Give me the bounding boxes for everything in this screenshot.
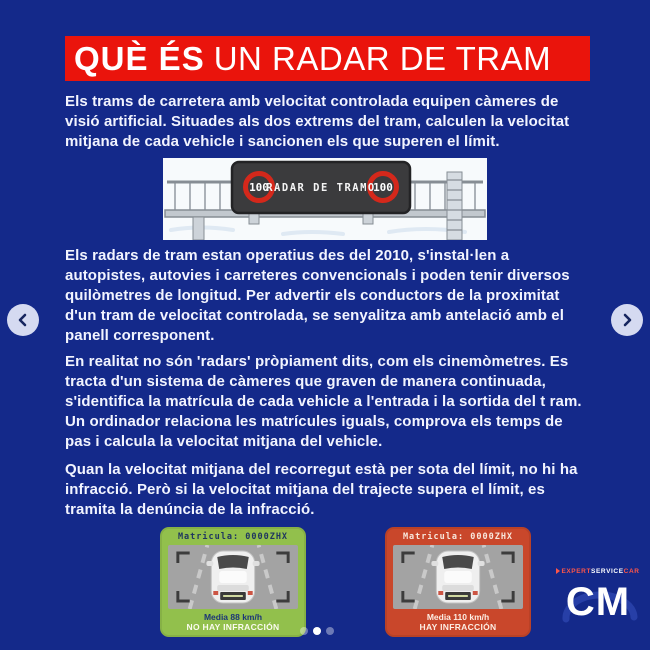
infraction-verdict-label: NO HAY INFRACCIÓN — [186, 622, 280, 632]
brand-mark-icon — [556, 568, 560, 574]
brand-tagline-left: EXPERT — [561, 568, 592, 575]
capture-card-no-infraction — [160, 527, 306, 637]
average-speed-label: Media 88 km/h — [203, 612, 263, 622]
pagination-dot-active[interactable] — [313, 627, 321, 635]
paragraph-how-it-works: En realitat no són 'radars' pròpiament dits, com els cinemòmetres. Es tracta d'un sistema de càmeres que graven de manera continuada, s'identifica la matrícula de cada vehicle a l'entrada i la sortida del t ram. Un ordinador relaciona les matrícules iguals, comprova els temps de pas i calcula la velocitat mitjana del vehicle. — [65, 353, 582, 450]
title-banner — [65, 36, 590, 81]
pagination-dots — [300, 627, 334, 635]
paragraph-infraction: Quan la velocitat mitjana del recorregut està per sota del límit, no hi ha infracció. Però si la velocitat mitjana del trajecte supera el límit, es tramita la denúncia de la infracció. — [65, 461, 578, 518]
plate-readout: Matricula: 0000ZHX — [177, 532, 289, 542]
vehicle-photo-drawing — [393, 545, 523, 609]
speed-limit-right-value: 100 — [373, 181, 393, 194]
brand-tagline — [550, 568, 646, 576]
speed-limit-left-value: 100 — [249, 181, 269, 194]
capture-card-infraction — [385, 527, 531, 637]
plate-readout: Matricula: 0000ZHX — [402, 532, 514, 542]
pagination-dot[interactable] — [326, 627, 334, 635]
brand-monogram: CM — [565, 580, 631, 624]
brand-tagline-right: CAR — [623, 568, 640, 575]
average-speed-label: Media 110 km/h — [426, 612, 490, 622]
paragraph-history: Els radars de tram estan operatius des del 2010, s'instal·len a autopistes, autovies i carreteres convencionals i poden tenir diversos quilòmetres de longitud. Per advertir els conductors de la proximitat d'un tram de velocitat controlada, se senyalitza amb antelació amb el panell corresponent. — [65, 247, 570, 344]
vehicle-photo — [168, 545, 298, 609]
brand-tagline-mid: SERVICE — [591, 568, 624, 575]
brand-logo — [550, 568, 646, 629]
gantry-illustration — [163, 158, 487, 240]
prev-arrow-button[interactable] — [7, 304, 39, 336]
vehicle-photo — [393, 545, 523, 609]
paragraph-intro: Els trams de carretera amb velocitat controlada equipen càmeres de visió artificial. Situades als dos extrems del tram, calculen la velocitat mitjana de cada vehicle i sancionen els que superen el límit. — [65, 93, 570, 150]
vehicle-photo-drawing — [168, 545, 298, 609]
infraction-verdict-label: HAY INFRACCIÓN — [419, 622, 497, 632]
radar-sign-text: RADAR DE TRAMO — [266, 182, 376, 194]
pagination-dot[interactable] — [300, 627, 308, 635]
page-title — [74, 36, 551, 81]
chevron-left-icon — [16, 313, 30, 327]
chevron-right-icon — [620, 313, 634, 327]
gantry-drawing — [163, 158, 487, 240]
page-title-rest: UN RADAR DE TRAM — [213, 40, 552, 77]
next-arrow-button[interactable] — [611, 304, 643, 336]
page-title-emphasis: QUÈ ÉS — [74, 40, 205, 77]
